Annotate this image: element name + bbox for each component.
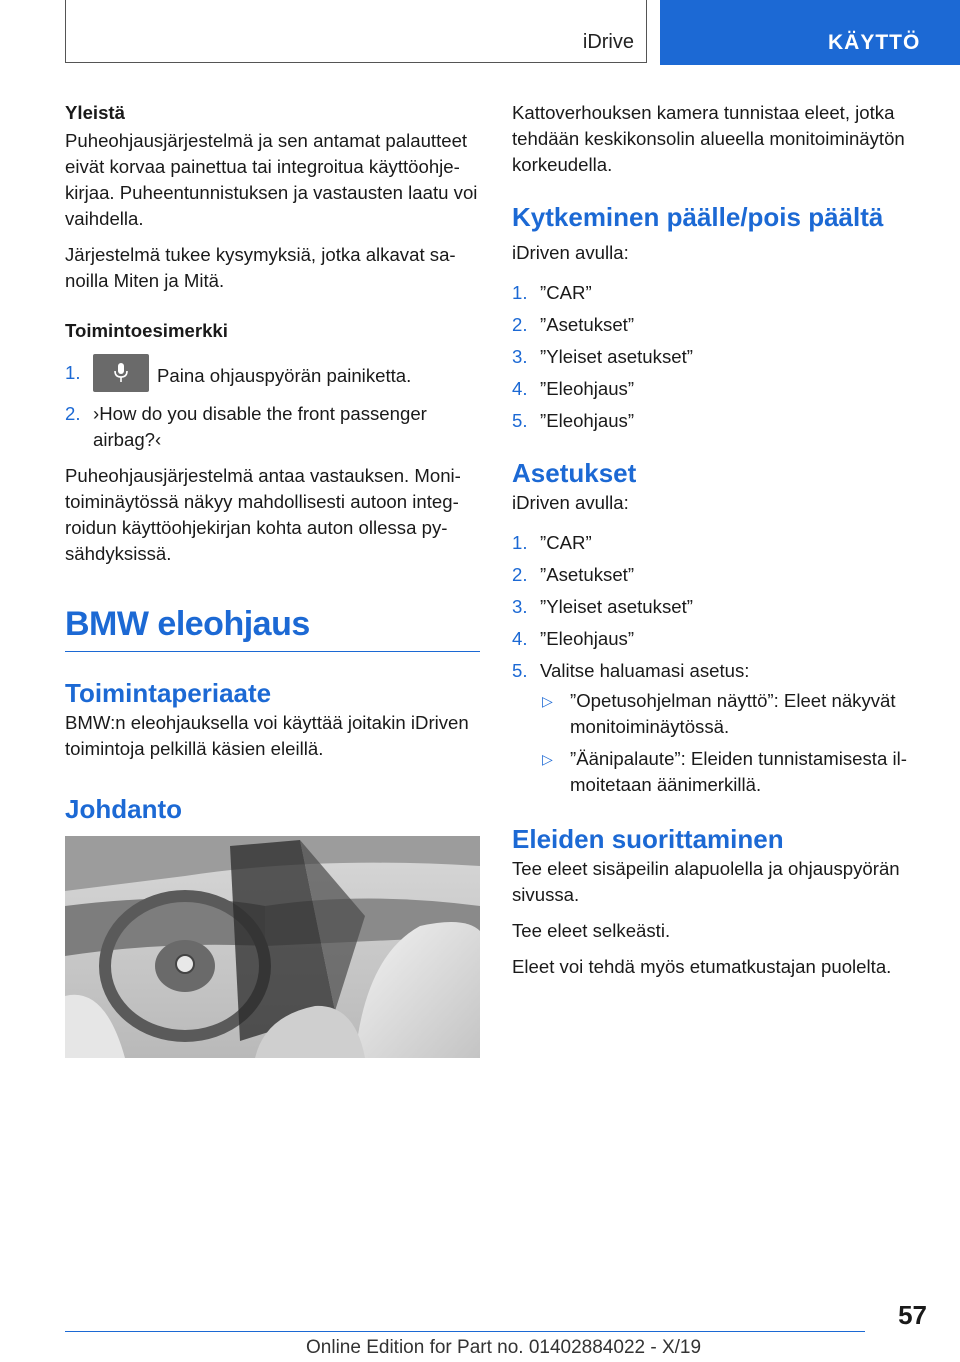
toiminto-steps	[65, 354, 480, 453]
step-text: Paina ohjauspyörän painiketta.	[157, 365, 412, 386]
kytkeminen-heading: Kytkeminen päälle/pois päältä	[512, 202, 884, 232]
footer-rule	[65, 1331, 865, 1332]
step-number: 5.	[512, 410, 528, 431]
suorittaminen-paragraph-3: Eleet voi tehdä myös etumatkustajan puolelta.	[512, 956, 892, 977]
asetukset-steps	[512, 530, 912, 798]
step-text: ”Yleiset asetukset”	[540, 596, 693, 617]
yleista-paragraph-1: Puheohjausjärjestelmä ja sen antamat palautteet eivät korvaa painettua tai integroitua käyttöohje-kirjaa. Puheentunnistuksen ja vastausten laatu voi vaihdella.	[65, 130, 478, 229]
list-item	[512, 530, 912, 556]
step-text: ›How do you disable the front passenger airbag?‹	[93, 403, 427, 450]
page-number: 57	[898, 1300, 927, 1330]
toiminto-paragraph: Puheohjausjärjestelmä antaa vastauksen. Moni-toiminäytössä näkyy mahdollisesti autoon integ-roidun käyttöohjekirjan kohta auton ollessa py-sähdyksissä.	[65, 465, 461, 564]
asetukset-heading: Asetukset	[512, 458, 637, 488]
list-item	[512, 376, 912, 402]
suorittaminen-paragraph-1: Tee eleet sisäpeilin alapuolella ja ohjauspyörän sivussa.	[512, 858, 900, 905]
step-number: 2.	[512, 314, 528, 335]
list-item	[512, 562, 912, 588]
list-item	[540, 746, 912, 798]
footer-edition: Online Edition for Part no. 01402884022 - X/19	[306, 1337, 702, 1358]
periaate-heading: Toimintaperiaate	[65, 678, 272, 708]
yleista-heading: Yleistä	[65, 102, 125, 123]
step-number: 4.	[512, 378, 528, 399]
list-item	[512, 626, 912, 652]
voice-button-icon	[93, 354, 149, 392]
header-frame	[65, 0, 647, 63]
option-list	[540, 688, 912, 798]
car-interior-illustration	[65, 836, 480, 1058]
step-text: Valitse haluamasi asetus:	[540, 660, 750, 681]
step-number: 3.	[512, 346, 528, 367]
step-number: 2.	[512, 564, 528, 585]
header-chapter-tab: KÄYTTÖ	[660, 0, 960, 65]
kytkeminen-steps	[512, 280, 912, 434]
list-item	[512, 408, 912, 434]
step-text: ”Asetukset”	[540, 564, 635, 585]
step-text: ”Eleohjaus”	[540, 628, 635, 649]
step-text: ”CAR”	[540, 532, 592, 553]
right-column	[512, 100, 912, 990]
step-number: 4.	[512, 628, 528, 649]
step-text: ”Yleiset asetukset”	[540, 346, 693, 367]
list-item	[512, 280, 912, 306]
main-title: BMW eleohjaus	[65, 605, 310, 643]
periaate-paragraph: BMW:n eleohjauksella voi käyttää joitakin iDriven toimintoja pelkillä käsien eleillä.	[65, 712, 469, 759]
list-item	[512, 658, 912, 798]
kytkeminen-intro: iDriven avulla:	[512, 242, 629, 263]
step-number: 3.	[512, 596, 528, 617]
step-number: 1.	[65, 362, 81, 383]
suorittaminen-paragraph-2: Tee eleet selkeästi.	[512, 920, 671, 941]
option-text: ”Opetusohjelman näyttö”: Eleet näkyvät monitoiminäytössä.	[570, 690, 896, 737]
toiminto-heading: Toimintoesimerkki	[65, 320, 228, 341]
suorittaminen-heading: Eleiden suorittaminen	[512, 824, 784, 854]
list-item	[512, 594, 912, 620]
step-text: ”Eleohjaus”	[540, 378, 635, 399]
title-rule	[65, 651, 480, 652]
step-number: 2.	[65, 403, 81, 424]
step-text: ”CAR”	[540, 282, 592, 303]
option-text: ”Äänipalaute”: Eleiden tunnistamisesta il-moitetaan äänimerkillä.	[570, 748, 907, 795]
step-text: ”Asetukset”	[540, 314, 635, 335]
header-section-title: iDrive	[582, 31, 634, 53]
list-item	[540, 688, 912, 740]
asetukset-intro: iDriven avulla:	[512, 492, 629, 513]
yleista-paragraph-2: Järjestelmä tukee kysymyksiä, jotka alkavat sa-noilla Miten ja Mitä.	[65, 244, 456, 291]
step-number: 5.	[512, 660, 528, 681]
intro-paragraph: Kattoverhouksen kamera tunnistaa eleet, jotka tehdään keskikonsolin alueella monitoiminäytön korkeudella.	[512, 102, 905, 175]
triangle-bullet-icon: ▷	[542, 751, 553, 767]
triangle-bullet-icon: ▷	[542, 693, 553, 709]
list-item	[65, 401, 480, 453]
list-item	[512, 344, 912, 370]
list-item	[512, 312, 912, 338]
step-text: ”Eleohjaus”	[540, 410, 635, 431]
johdanto-heading: Johdanto	[65, 794, 182, 824]
list-item	[65, 354, 480, 395]
step-number: 1.	[512, 282, 528, 303]
step-number: 1.	[512, 532, 528, 553]
left-column	[65, 100, 480, 1058]
